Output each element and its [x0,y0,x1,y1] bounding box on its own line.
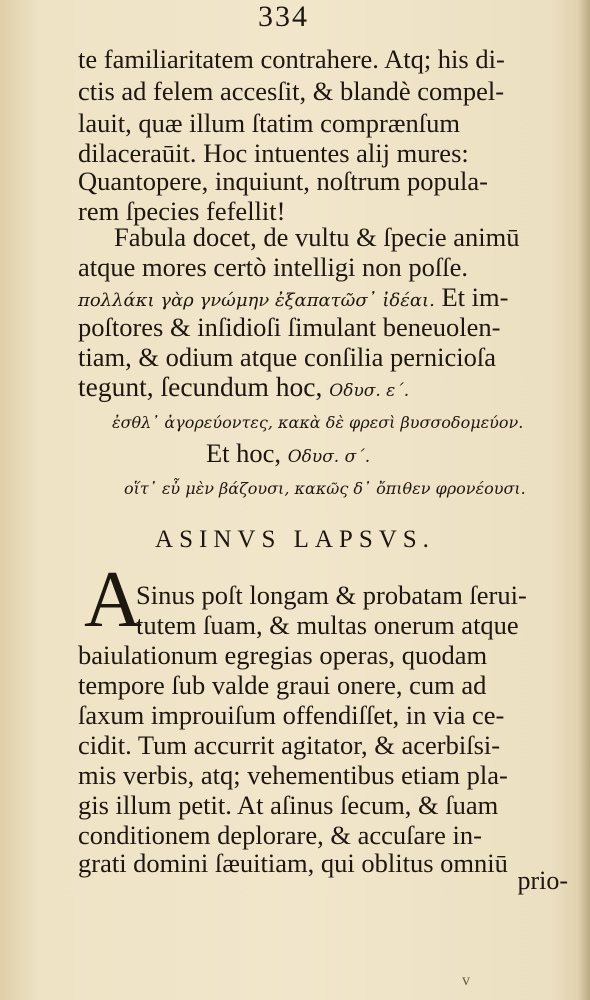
citation: Οδυσ. ε΄. [329,381,410,401]
page-gutter-shadow [578,0,590,1000]
citation-line [78,372,409,406]
catchword: prio- [517,866,568,895]
citation-line [206,438,370,472]
text-line: ctis ad felem accesſit, & blandè compel- [78,76,505,106]
text-line: rem ſpecies fefellit! [78,196,286,226]
latin-text: Et hoc, [206,438,282,468]
text-line: poſtores & inſidioſi ſimulant beneuolen- [78,312,501,342]
text-line: grati domini ſæuitiam, qui oblitus omniū [78,848,508,878]
citation: Οδυσ. σ΄. [287,447,371,467]
text-line: lauit, quæ illum ſtatim comprænſum [78,108,461,138]
greek-quote-line [78,282,508,316]
text-line: tempore ſub valde graui onere, cum ad [78,670,487,700]
greek-quote: ἐσθλ᾽ ἀγορεύοντες, κακὰ δὲ φρεσὶ βυσσοδομεύον. [112,413,524,432]
drop-cap: A [84,556,142,644]
text-line: tutem ſuam, & multas onerum atque [136,610,519,640]
fable-title: ASINVS LAPSVS. [155,526,435,553]
text-line: gis illum petit. At aſinus ſecum, & ſuam [78,790,499,820]
text-line: baiulationum egregias operas, quodam [78,640,488,670]
text-line: mis verbis, atq; vehementibus etiam pla- [78,760,508,790]
moral-line: atque mores certò intelligi non poſſe. [78,252,469,282]
text-line: dilaceraūit. Hoc intuentes alij mures: [78,138,469,168]
text-line: cidit. Tum accurrit agitator, & acerbiſsi- [78,730,501,760]
signature-mark: v [462,972,470,989]
text-line: Sinus poſt longam & probatam ſerui- [136,580,527,610]
latin-text: Et im- [441,282,509,312]
page-number: 334 [258,0,309,33]
text-line: tiam, & odium atque conſilia pernicioſa [78,342,496,372]
greek-verse [112,404,523,438]
text-line: te familiaritatem contrahere. Atq; his di- [78,44,505,74]
text-line: Quantopere, inquiunt, noſtrum popula- [78,166,488,196]
greek-quote: πολλάκι γὰρ γνώμην ἐξαπατῶσ᾽ ἰδέαι. [78,290,435,311]
text-line: conditionem deplorare, & accuſare in- [78,820,482,850]
greek-verse [124,470,526,504]
greek-quote: οἵτ᾽ εὖ μὲν βάζουσι, κακῶς δ᾽ ὄπιθεν φρονέουσι. [124,479,526,498]
text-line: ſaxum improuiſum offendiſſet, in via ce- [78,700,505,730]
latin-text: tegunt, ſecundum hoc, [78,371,323,402]
moral-line: Fabula docet, de vultu & ſpecie animū [114,222,520,252]
